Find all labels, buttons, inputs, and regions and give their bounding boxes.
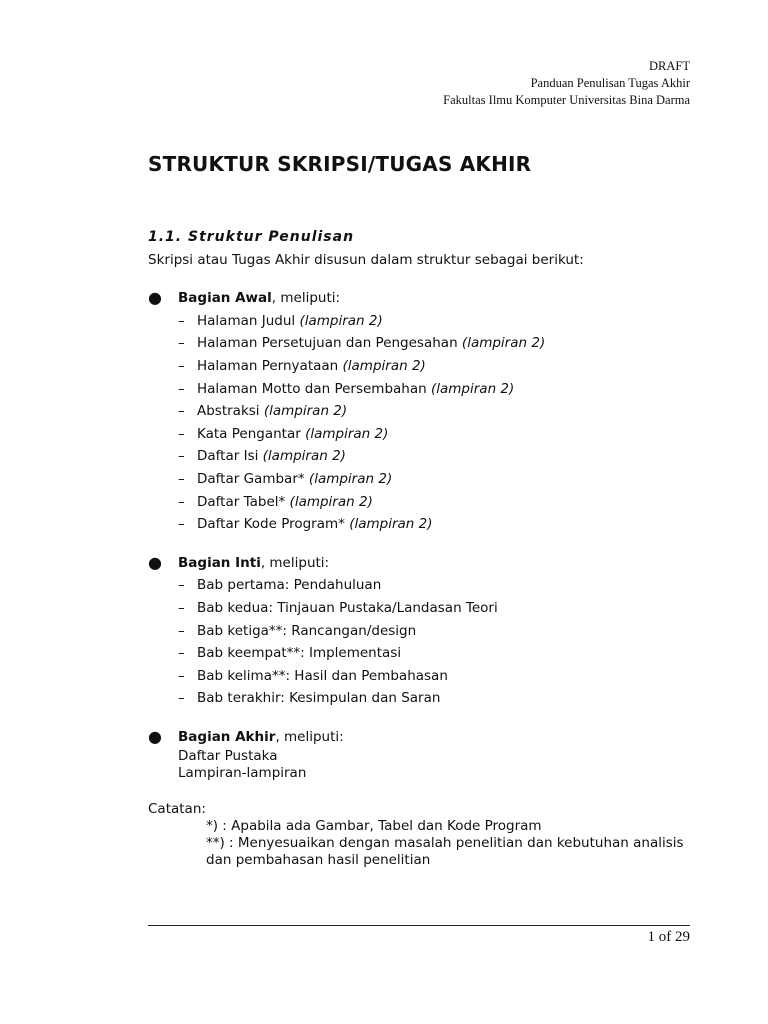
document-body	[148, 226, 693, 869]
sub-list	[148, 310, 693, 536]
list-item	[178, 491, 693, 514]
item-note: (lampiran 2)	[342, 357, 426, 374]
section-heading: 1.1. Struktur Penulisan	[148, 229, 355, 245]
item-text: Bab keempat**: Implementasi	[197, 645, 402, 662]
item-note: (lampiran 2)	[262, 448, 346, 465]
list-item	[178, 378, 693, 401]
group-suffix: , meliputi:	[260, 554, 330, 571]
list-item	[178, 400, 693, 423]
list-item	[178, 468, 693, 491]
list-item	[178, 513, 693, 536]
item-text: Daftar Kode Program*	[197, 516, 350, 533]
item-note: (lampiran 2)	[299, 312, 383, 329]
list-item	[178, 310, 693, 333]
item-text: Halaman Pernyataan	[197, 357, 343, 374]
dash-icon: –	[178, 403, 185, 420]
item-text: Halaman Motto dan Persembahan	[197, 380, 431, 397]
list-item	[178, 574, 693, 597]
group-bagian-awal	[148, 287, 693, 536]
page-header	[443, 58, 690, 109]
dash-icon: –	[178, 667, 185, 684]
list-item	[178, 665, 693, 688]
dash-icon: –	[178, 622, 185, 639]
page-number: 1 of 29	[647, 929, 690, 945]
section-intro: Skripsi atau Tugas Akhir disusun dalam struktur sebagai berikut:	[148, 251, 584, 268]
list-item	[178, 642, 693, 665]
item-text: Daftar Tabel*	[197, 493, 290, 510]
dash-icon: –	[178, 312, 185, 329]
note-single-asterisk: *) : Apabila ada Gambar, Tabel dan Kode Program	[206, 818, 542, 835]
group-bagian-akhir	[148, 726, 693, 783]
group-heading	[148, 552, 693, 575]
akhir-line-pustaka: Daftar Pustaka	[178, 748, 278, 765]
dash-icon: –	[178, 645, 185, 662]
header-guide-title: Panduan Penulisan Tugas Akhir	[530, 76, 690, 90]
item-note: (lampiran 2)	[430, 380, 515, 397]
note-double-asterisk-continued: dan pembahasan hasil penelitian	[206, 852, 431, 869]
notes-section	[148, 800, 693, 869]
footer-divider	[148, 925, 690, 926]
header-faculty: Fakultas Ilmu Komputer Universitas Bina Darma	[443, 93, 690, 107]
item-text: Halaman Judul	[197, 312, 300, 329]
dash-icon: –	[178, 599, 185, 616]
list-item	[178, 355, 693, 378]
group-suffix: , meliputi:	[275, 728, 344, 745]
dash-icon: –	[178, 425, 185, 442]
list-item	[178, 687, 693, 710]
dash-icon: –	[178, 448, 185, 465]
header-draft: DRAFT	[649, 59, 690, 73]
bullet-icon: ●	[148, 552, 162, 572]
list-item	[178, 332, 693, 355]
item-note: (lampiran 2)	[308, 470, 393, 487]
item-text: Bab kelima**: Hasil dan Pembahasan	[197, 667, 448, 684]
item-note: (lampiran 2)	[289, 493, 373, 510]
item-note: (lampiran 2)	[461, 335, 546, 352]
note-double-asterisk: **) : Menyesuaikan dengan masalah penelitian dan kebutuhan analisis	[206, 835, 684, 852]
dash-icon: –	[178, 577, 185, 594]
dash-icon: –	[178, 516, 185, 533]
dash-icon: –	[178, 470, 185, 487]
item-text: Bab pertama: Pendahuluan	[197, 577, 382, 594]
dash-icon: –	[178, 357, 185, 374]
group-heading	[148, 726, 693, 749]
list-item	[178, 620, 693, 643]
dash-icon: –	[178, 493, 185, 510]
dash-icon: –	[178, 380, 185, 397]
item-note: (lampiran 2)	[349, 516, 433, 533]
list-item	[178, 597, 693, 620]
list-item	[178, 423, 693, 446]
item-text: Abstraksi	[197, 403, 264, 420]
akhir-line-lampiran: Lampiran-lampiran	[178, 765, 307, 782]
item-text: Bab terakhir: Kesimpulan dan Saran	[197, 690, 441, 707]
bullet-icon: ●	[148, 726, 162, 746]
group-title: Bagian Akhir	[178, 728, 276, 745]
dash-icon: –	[178, 690, 185, 707]
item-text: Bab kedua: Tinjauan Pustaka/Landasan Teori	[197, 599, 498, 616]
sub-list	[148, 574, 693, 710]
notes-label: Catatan:	[148, 801, 206, 818]
group-suffix: , meliputi:	[271, 290, 341, 307]
group-title: Bagian Inti	[178, 554, 261, 571]
item-text: Bab ketiga**: Rancangan/design	[197, 622, 417, 639]
list-item	[178, 445, 693, 468]
group-heading	[148, 287, 693, 310]
item-text: Halaman Persetujuan dan Pengesahan	[197, 335, 462, 352]
dash-icon: –	[178, 335, 185, 352]
group-bagian-inti	[148, 552, 693, 710]
group-title: Bagian Awal	[178, 290, 272, 307]
bullet-icon: ●	[148, 288, 162, 308]
item-text: Kata Pengantar	[197, 425, 306, 442]
item-note: (lampiran 2)	[263, 403, 348, 420]
page-title: STRUKTUR SKRIPSI/TUGAS AKHIR	[148, 152, 532, 176]
item-text: Daftar Isi	[197, 448, 263, 465]
item-text: Daftar Gambar*	[197, 470, 309, 487]
item-note: (lampiran 2)	[305, 425, 389, 442]
